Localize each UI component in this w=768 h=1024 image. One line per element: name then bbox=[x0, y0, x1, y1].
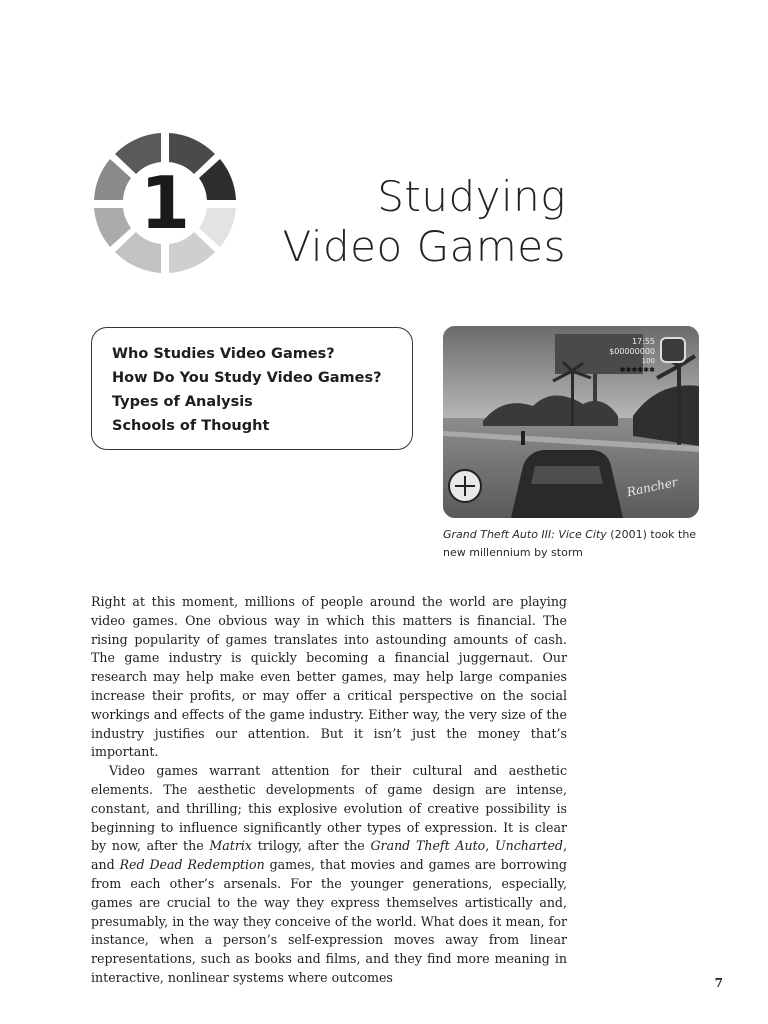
p2-text: trilogy, after the bbox=[252, 838, 371, 854]
hud-health: 100 bbox=[641, 357, 655, 365]
contents-item: Who Studies Video Games? bbox=[112, 346, 335, 362]
figure-caption bbox=[443, 526, 699, 562]
p2-uncharted: Uncharted bbox=[494, 838, 563, 854]
caption-text: (2001) took the new millennium by storm bbox=[443, 528, 697, 559]
caption-game-title: Grand Theft Auto III: Vice City bbox=[443, 528, 607, 541]
chapter-title-line-1: Studying bbox=[377, 172, 566, 221]
hud-wanted-stars: ✱✱✱✱✱✱ bbox=[619, 366, 655, 374]
body-paragraph-1: Right at this moment, millions of people around the world are playing video games. One obvious way in which this matters is financial. The rising popularity of games translates into astounding amounts of cash. The game industry is quickly becoming a financial juggernaut. Our research may help make even better games, may help large companies increase their profits, or may offer a critical perspective on the social workings and effects of the game industry. Either way, the very size of the industry justifies our attention. But it isn’t just the money that’s important. bbox=[91, 594, 567, 760]
chapter-title bbox=[250, 172, 566, 272]
chapter-body-text bbox=[91, 593, 567, 988]
hud-vehicle-name: Rancher bbox=[625, 474, 679, 500]
body-paragraph-2 bbox=[91, 762, 567, 988]
hud-time: 17:55 bbox=[631, 337, 655, 346]
p2-text: games, that movies and games are borrowing from each other’s arsenals. For the younger generations, especially, games are crucial to the way they express themselves artistically and, presumably, in the way they conceive of the world. What does it mean, for instance, when a person’s self-expression moves away from linear representations, such as books and films, and they find more meaning in interactive, nonlinear systems where outcomes bbox=[91, 857, 567, 985]
chapter-contents-box bbox=[91, 327, 413, 450]
page-number: 7 bbox=[714, 976, 723, 990]
p2-text: , and bbox=[91, 838, 567, 873]
hud-money: $00000000 bbox=[609, 347, 655, 356]
p2-text: Video games warrant attention for their cultural and aesthetic elements. The aesthetic developments of game design are intense, constant, and thrilling; this explosive evolution of creative possibility is beginning to influence significantly other types of expression. It is clear by now, after the bbox=[91, 763, 567, 854]
p2-gta: Grand Theft Auto bbox=[370, 838, 486, 854]
chapter-number: 1 bbox=[139, 161, 191, 245]
game-scene-image bbox=[443, 326, 699, 518]
contents-item: Schools of Thought bbox=[112, 418, 270, 434]
game-screenshot bbox=[443, 326, 699, 518]
chapter-title-line-2: Video Games bbox=[282, 222, 566, 271]
chapter-number-emblem bbox=[90, 132, 240, 274]
p2-matrix: Matrix bbox=[209, 838, 253, 854]
contents-item: Types of Analysis bbox=[112, 394, 253, 410]
p2-text: , bbox=[485, 838, 495, 854]
contents-item: How Do You Study Video Games? bbox=[112, 370, 382, 386]
p2-rdr: Red Dead Redemption bbox=[119, 857, 265, 873]
